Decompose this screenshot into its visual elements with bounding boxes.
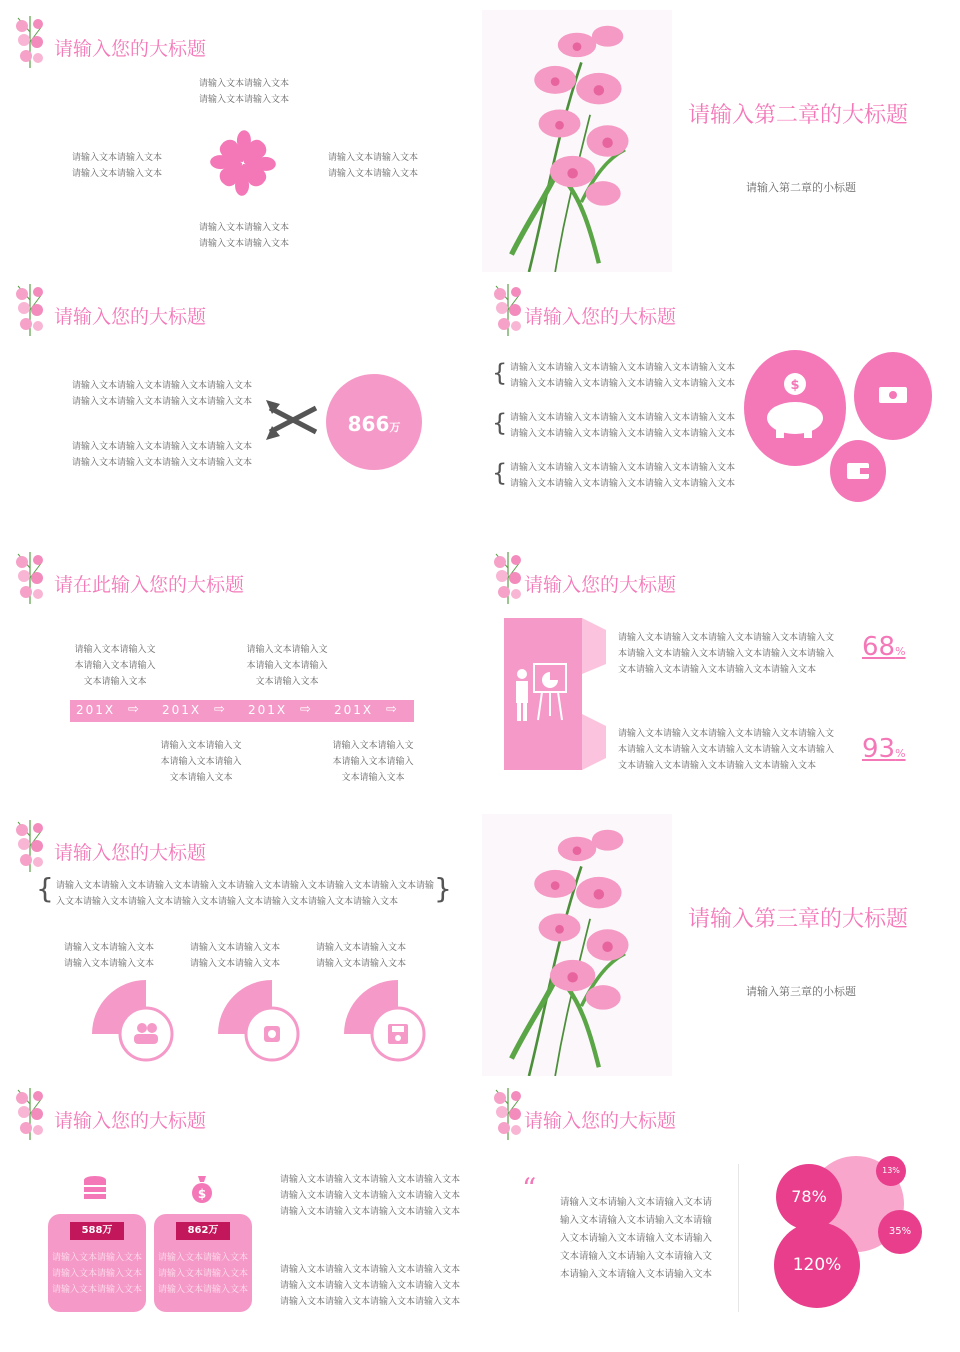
timeline-year: 201X [162, 703, 202, 717]
presenter-icon [512, 660, 574, 724]
list-item: 请输入文本请输入文本请输入文本请输入文本请输入文本 请输入文本请输入文本请输入文本请输入文本请输入文本 [510, 463, 736, 489]
brace-3-icon: { [492, 459, 508, 487]
brace-2-icon: { [492, 409, 508, 437]
arrow-right-icon: ⇨ [300, 702, 311, 717]
list-item: 请输入文本请输入文本请输入文本请输入文本请输入文本 请输入文本请输入文本请输入文本请输入文本请输入文本 [510, 363, 736, 389]
text-block-1: 请输入文本请输入文本请输入文本请输入文本 请输入文本请输入文本请输入文本请输入文本 [72, 381, 253, 407]
slide-7 [4, 808, 478, 1076]
slide-title: 请输入您的大标题 [524, 1110, 677, 1132]
text-bottom: 请输入文本请输入文本 请输入文本请输入文本 [198, 223, 289, 249]
stat-value: 862万 [176, 1222, 230, 1240]
flower-corner-icon [12, 1084, 48, 1140]
chapter-title: 请输入第二章的大标题 [688, 103, 909, 128]
stat-value: 588万 [70, 1222, 124, 1240]
slide-title: 请输入您的大标题 [524, 574, 677, 596]
quote-text: 请输入文本请输入文本请输入文本请 输入文本请输入文本请输入文本请输 入文本请输入文本请输入文本请输入 文本请输入文本请输入文本请输入文 本请输入文本请输入文本请输入文本 [560, 1197, 713, 1280]
value-number: 866 [347, 412, 390, 436]
flower-corner-icon [12, 12, 48, 68]
flower-corner-icon [490, 548, 526, 604]
quote-mark-icon: “ [522, 1172, 537, 1205]
timeline-text: 请输入文本请输入文 本请输入文本请输入 文本请输入文本 [74, 645, 156, 687]
text-block-2: 请输入文本请输入文本请输入文本请输入文本 请输入文本请输入文本请输入文本请输入文本 请输入文本请输入文本请输入文本请输入文本 [280, 1265, 461, 1307]
text-left: 请输入文本请输入文本 请输入文本请输入文本 [72, 153, 163, 179]
cash-circle [854, 352, 932, 440]
clover-icon [202, 122, 284, 204]
svg-text:$: $ [197, 1187, 207, 1201]
stat-card [154, 1214, 252, 1312]
col-text: 请输入文本请输入文本 请输入文本请输入文本 [190, 943, 281, 969]
users-gauge [92, 980, 182, 1064]
bracket-text: 请输入文本请输入文本请输入文本请输入文本请输入文本请输入文本请输入文本请输入文本请输 入文本请输入文本请输入文本请输入文本请输入文本请输入文本请输入文本请输入文本 [56, 881, 435, 907]
flower-corner-icon [12, 548, 48, 604]
flower-corner-icon [490, 1084, 526, 1140]
flower-corner-icon [12, 816, 48, 872]
slide-3 [4, 272, 478, 540]
slide-title: 请在此输入您的大标题 [54, 574, 245, 596]
cash-icon [878, 386, 908, 404]
orchid-image [482, 814, 672, 1076]
bubble-120: 120% [774, 1222, 860, 1308]
percent-93: 93% [862, 734, 906, 764]
timeline-text: 请输入文本请输入文 本请输入文本请输入 文本请输入文本 [160, 741, 242, 783]
percent-68: 68% [862, 632, 906, 662]
bubble-13: 13% [876, 1156, 906, 1186]
arrow-right-icon: ⇨ [128, 702, 139, 717]
brace-1-icon: { [492, 359, 508, 387]
wallet-icon [846, 460, 870, 480]
orchid-illustration-icon [482, 10, 672, 272]
slide-2 [482, 4, 956, 272]
save-gauge [344, 980, 434, 1064]
slide-1 [4, 4, 478, 272]
piggy-bank-circle [744, 350, 846, 466]
value-circle [326, 374, 422, 470]
timeline-text: 请输入文本请输入文 本请输入文本请输入 文本请输入文本 [246, 645, 328, 687]
slide-8 [482, 808, 956, 1076]
timeline-year: 201X [334, 703, 374, 717]
brace-right-icon: } [434, 872, 452, 905]
slide-title: 请输入您的大标题 [54, 1110, 207, 1132]
brace-left-icon: { [36, 872, 54, 905]
text-block-2: 请输入文本请输入文本请输入文本请输入文本 请输入文本请输入文本请输入文本请输入文本 [72, 442, 253, 468]
timeline-year: 201X [76, 703, 116, 717]
svg-text:$: $ [790, 378, 800, 393]
col-text: 请输入文本请输入文本 请输入文本请输入文本 [316, 943, 407, 969]
gear-gauge [218, 980, 308, 1064]
divider [738, 1164, 739, 1312]
arrow-right-icon: ⇨ [386, 702, 397, 717]
cross-arrows-icon [266, 400, 320, 440]
text-top: 请输入文本请输入文本 请输入文本请输入文本 [198, 79, 289, 105]
slide-title: 请输入您的大标题 [54, 38, 207, 60]
text-block-2: 请输入文本请输入文本请输入文本请输入文本请输入文 本请输入文本请输入文本请输入文本请输入文本请输入 文本请输入文本请输入文本请输入文本请输入文本 [618, 729, 835, 771]
chapter-subtitle: 请输入第三章的小标题 [746, 985, 856, 998]
text-right: 请输入文本请输入文本 请输入文本请输入文本 [328, 153, 419, 179]
text-block-1: 请输入文本请输入文本请输入文本请输入文本 请输入文本请输入文本请输入文本请输入文本 请输入文本请输入文本请输入文本请输入文本 [280, 1175, 461, 1217]
stat-text: 请输入文本请输入文本 请输入文本请输入文本 请输入文本请输入文本 [51, 1253, 142, 1295]
slide-6 [482, 540, 956, 808]
flower-corner-icon [12, 280, 48, 336]
text-block-1: 请输入文本请输入文本请输入文本请输入文本请输入文 本请输入文本请输入文本请输入文本请输入文本请输入 文本请输入文本请输入文本请输入文本请输入文本 [618, 633, 835, 675]
timeline-year: 201X [248, 703, 288, 717]
timeline-bar [70, 700, 414, 722]
coins-stack-icon [82, 1174, 108, 1204]
slide-title: 请输入您的大标题 [54, 306, 207, 328]
value-unit: 万 [389, 421, 401, 434]
bubble-78: 78% [776, 1164, 842, 1230]
stat-text: 请输入文本请输入文本 请输入文本请输入文本 请输入文本请输入文本 [157, 1253, 248, 1295]
stat-card [48, 1214, 146, 1312]
money-bag-icon [190, 1174, 214, 1204]
wallet-circle [830, 440, 886, 502]
slide-10 [482, 1076, 956, 1344]
arrow-right-icon: ⇨ [214, 702, 225, 717]
slide-title: 请输入您的大标题 [54, 842, 207, 864]
flower-corner-icon [490, 280, 526, 336]
slide-4 [482, 272, 956, 540]
piggy-bank-icon [762, 370, 828, 442]
slide-title: 请输入您的大标题 [524, 306, 677, 328]
orchid-image [482, 10, 672, 272]
slide-5 [4, 540, 478, 808]
timeline-text: 请输入文本请输入文 本请输入文本请输入 文本请输入文本 [332, 741, 414, 783]
slide-9 [4, 1076, 478, 1344]
list-item: 请输入文本请输入文本请输入文本请输入文本请输入文本 请输入文本请输入文本请输入文本请输入文本请输入文本 [510, 413, 736, 439]
col-text: 请输入文本请输入文本 请输入文本请输入文本 [64, 943, 155, 969]
chapter-subtitle: 请输入第二章的小标题 [746, 181, 856, 194]
chapter-title: 请输入第三章的大标题 [688, 907, 909, 932]
orchid-illustration-icon [482, 814, 672, 1076]
bubble-35: 35% [878, 1210, 922, 1254]
